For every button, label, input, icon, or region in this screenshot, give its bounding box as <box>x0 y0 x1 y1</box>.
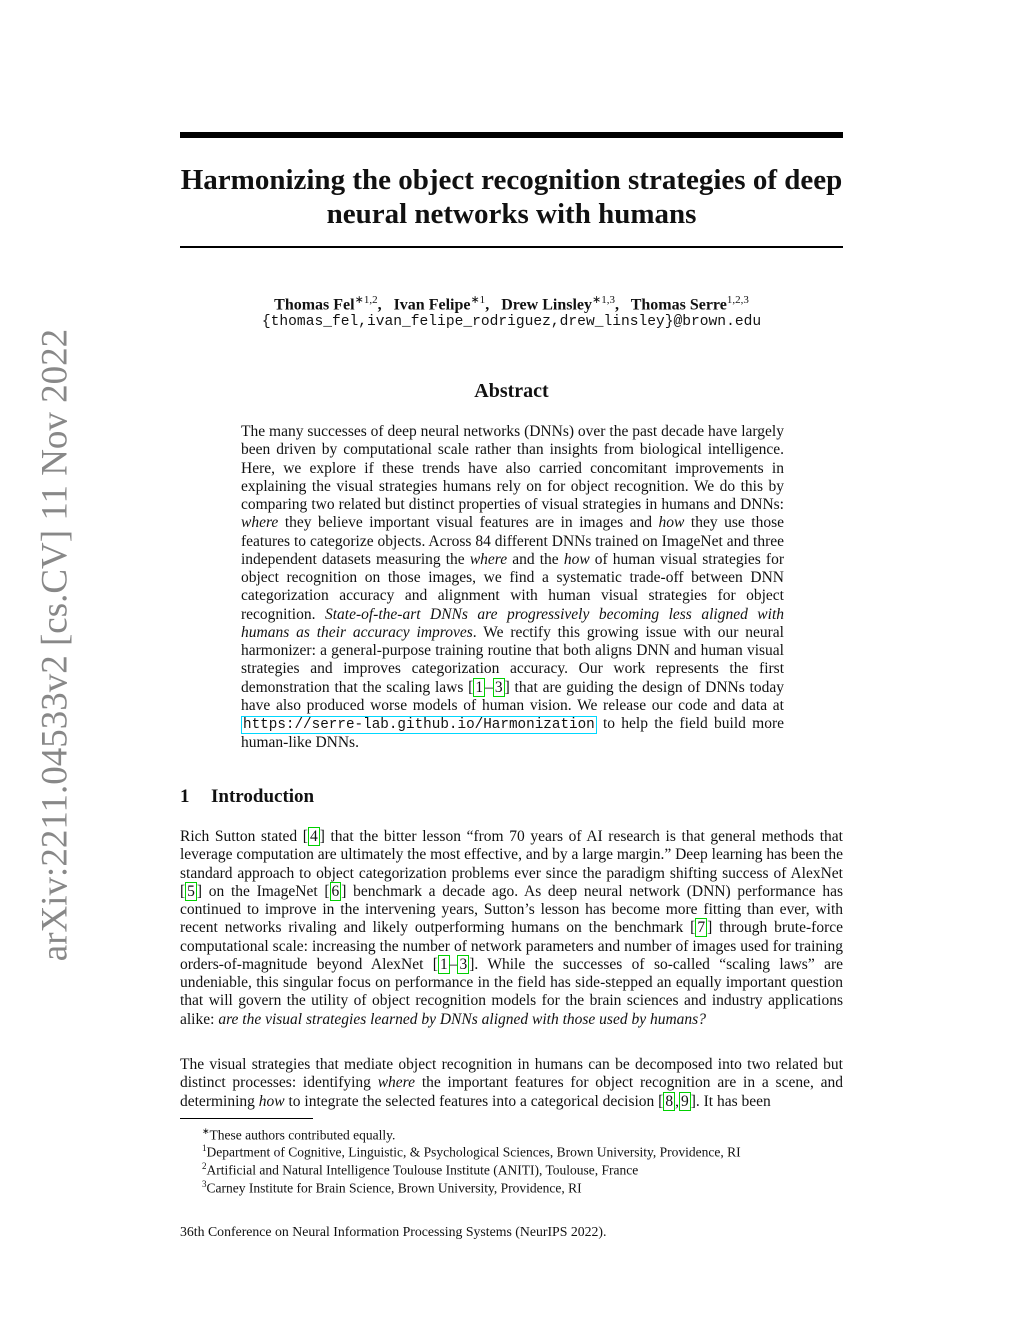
abstract-body: The many successes of deep neural networks (DNNs) over the past decade have largely been driven by computational scale rather than insights from biological intelligence. Here, we explore if these trends have also carried concomitant improvements in explaining the visual strategies humans rely on for object recognition. We do this by comparing two related but distinct properties of visual strategies in humans and DNNs: where they believe important visual features are in images and how they use those features to categorize objects. Across 84 different DNNs trained on ImageNet and three independent datasets measuring the where and the how of human visual strategies for object recognition on those images, we find a systematic trade-off between DNN categorization accuracy and alignment with human visual strategies for object recognition. State-of-the-art DNNs are progressively becoming less aligned with humans as their accuracy improves. We rectify this growing issue with our neural harmonizer: a general-purpose training routine that both aligns DNN and human visual strategies and improves categorization accuracy. Our work represents the first demonstration that the scaling laws [ 1 – 3 ] that are guiding the design of DNNs today have also produced worse models of human vision. We release our code and data at https://serre-lab.github.io/Harmonization to help the field build more human-like DNNs. <box>241 423 785 752</box>
author-name: Drew Linsley <box>501 296 592 314</box>
citation-link[interactable]: 3 <box>459 955 468 973</box>
title-top-rule <box>180 132 843 138</box>
citation-link[interactable]: 9 <box>680 1092 689 1110</box>
abstract-heading: Abstract <box>474 380 549 402</box>
section-heading-introduction <box>180 786 314 808</box>
title-bottom-rule <box>180 246 843 248</box>
citation-link[interactable]: 8 <box>665 1092 674 1110</box>
conference-venue: 36th Conference on Neural Information Processing Systems (NeurIPS 2022). <box>180 1224 607 1239</box>
author-name: Ivan Felipe <box>393 296 471 314</box>
citation-link[interactable]: 1 <box>439 955 448 973</box>
citation-link[interactable]: 1 <box>475 678 484 696</box>
paper-title: Harmonizing the object recognition strategies of deep neural networks with humans <box>180 164 843 230</box>
author-list: Thomas Fel$^{∗1,2}$, Ivan Felipe$^{∗1}$, Drew Linsley$^{∗1,3}$, Thomas Serre$^{1,2,3}$ <box>274 294 749 314</box>
citation-link[interactable]: 6 <box>331 882 340 900</box>
footnote-affiliation-3: $^3$Carney Institute for Brain Science, Brown University, Providence, RI <box>202 1179 582 1196</box>
footnote-equal-contribution: ∗These authors contributed equally. <box>202 1126 396 1143</box>
author-name: Thomas Fel <box>274 296 355 314</box>
intro-paragraph-1: Rich Sutton stated [ 4 ] that the bitter lesson “from 70 years of AI research is that general methods that leverage computation are ultimately the most effective, and by a large margin.” Deep learning has been the standard approach to object categorization problems ever since the paradigm shifting success of AlexNet [ 5 ] on the ImageNet [ 6 ] benchmark a decade ago. As deep neural network (DNN) performance has continued to improve in the intervening years, Sutton’s lesson has become more fitting than ever, with recent networks rivaling and likely outperforming humans on the benchmark [ 7 ] through brute-force computational scale: increasing the number of network parameters and number of images used for training orders-of-magnitude beyond AlexNet [ 1 – 3 ]. While the successes of so-called “scaling laws” are undeniable, this singular focus on performance in the field has side-stepped an equally important question that will govern the utility of object recognition models for the brain sciences and industry applications alike: are the visual strategies learned by DNNs aligned with those used by humans? <box>180 828 843 1028</box>
author-affiliation-marks: ∗1,3 <box>592 294 615 306</box>
author-affiliation-marks: ∗1,2 <box>354 294 378 306</box>
footnote-affiliation-1: $^1$Department of Cognitive, Linguistic, & Psychological Sciences, Brown University, Providence, RI <box>202 1143 741 1160</box>
citation-link[interactable]: 5 <box>187 882 195 900</box>
section-number: 1 <box>180 786 190 807</box>
citation-link[interactable]: 7 <box>697 919 706 937</box>
footnote-affiliation-2: $^2$Artificial and Natural Intelligence Toulouse Institute (ANITI), Toulouse, France <box>202 1161 639 1178</box>
citation-link[interactable]: 3 <box>494 678 503 696</box>
footnote-rule <box>180 1118 313 1119</box>
arxiv-side-label <box>25 328 85 962</box>
intro-paragraph-2: The visual strategies that mediate object recognition in humans can be decomposed into two related but distinct processes: identifying where the important features for object recognition are in a scene, and determining how to integrate the selected features into a categorical decision [ 8 , 9 ]. It has been <box>180 1056 843 1110</box>
author-name: Thomas Serre <box>630 296 727 314</box>
author-emails: {thomas_fel,ivan_felipe_rodriguez,drew_linsley}@brown.edu <box>261 314 762 330</box>
citation-link[interactable]: 4 <box>309 828 318 845</box>
arxiv-identifier: arXiv:2211.04533v2 [cs.CV] 11 Nov 2022 <box>34 328 76 962</box>
author-affiliation-marks: 1,2,3 <box>726 294 749 306</box>
section-title: Introduction <box>211 786 315 807</box>
code-data-url-link[interactable]: https://serre-lab.github.io/Harmonization <box>243 717 595 733</box>
author-affiliation-marks: ∗1 <box>470 294 486 306</box>
